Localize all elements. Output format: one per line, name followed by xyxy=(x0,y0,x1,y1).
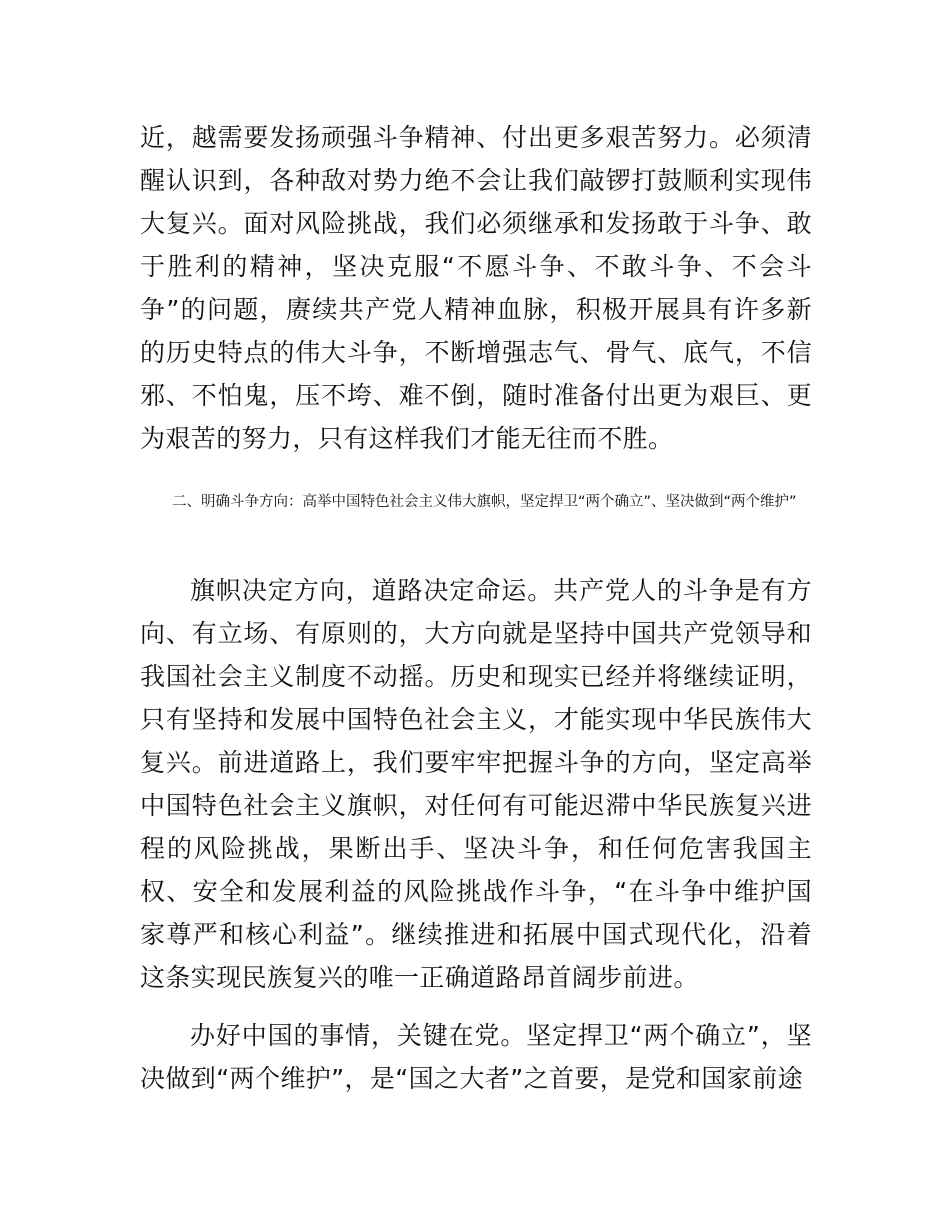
section-heading: 二、明确斗争方向：高举中国特色社会主义伟大旗帜，坚定捍卫“两个确立”、坚决做到“两个维护” xyxy=(172,494,797,510)
body-paragraph-1: 近，越需要发扬顽强斗争精神、付出更多艰苦努力。必须清醒认识到，各种敌对势力绝不会让我们敲锣打鼓顺利实现伟大复兴。面对风险挑战，我们必须继承和发扬敢于斗争、敢于胜利的精神，坚决克服“不愿斗争、不敢斗争、不会斗争”的问题，赓续共产党人精神血脉，积极开展具有许多新的历史特点的伟大斗争，不断增强志气、骨气、底气，不信邪、不怕鬼，压不垮、难不倒，随时准备付出更为艰巨、更为艰苦的努力，只有这样我们才能无往而不胜。 xyxy=(140,123,812,453)
body-paragraph-3: 办好中国的事情，关键在党。坚定捍卫“两个确立”，坚决做到“两个维护”，是“国之大者”之首要，是党和国家前途 xyxy=(140,1021,812,1093)
body-paragraph-2: 旗帜决定方向，道路决定命运。共产党人的斗争是有方向、有立场、有原则的，大方向就是坚持中国共产党领导和我国社会主义制度不动摇。历史和现实已经并将继续证明，只有坚持和发展中国特色社会主义，才能实现中华民族伟大复兴。前进道路上，我们要牢牢把握斗争的方向，坚定高举中国特色社会主义旗帜，对任何有可能迟滞中华民族复兴进程的风险挑战，果断出手、坚决斗争，和任何危害我国主权、安全和发展利益的风险挑战作斗争，“在斗争中维护国家尊严和核心利益”。继续推进和拓展中国式现代化，沿着这条实现民族复兴的唯一正确道路昂首阔步前进。 xyxy=(140,576,812,992)
